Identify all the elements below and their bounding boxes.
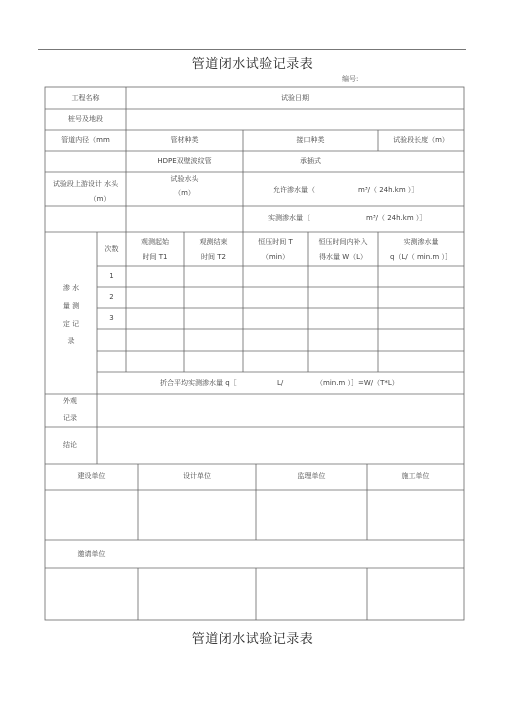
label-design-head: 试验段上游设计 水头 <box>52 180 119 188</box>
unit-measured-leakage: m³/（ 24h.km ）］ <box>366 214 427 222</box>
label-measured-leakage: 实测渗水量〔 <box>268 214 310 222</box>
label-design-unit: 设计单位 <box>183 472 211 480</box>
header-rate-2: q（L/（ min.m ）］ <box>390 253 452 261</box>
header-rate-1: 实测渗水量 <box>403 238 439 246</box>
serial-label: 编号: <box>342 75 359 83</box>
unit-allowed-leakage: m³/（ 24h.km ）］ <box>358 186 419 194</box>
header-end-time-2: 时间 T2 <box>201 253 226 261</box>
measure-side-label-2: 量 测 <box>62 302 80 310</box>
measure-side-label-4: 录 <box>67 337 75 345</box>
header-end-time-1: 观测结束 <box>199 238 228 246</box>
label-appearance-2: 记录 <box>63 414 77 422</box>
label-invited-unit: 邀请单位 <box>77 550 106 558</box>
header-start-time-1: 观测起始 <box>141 238 169 246</box>
footer-title: 管道闭水试验记录表 <box>191 632 314 647</box>
label-allowed-leakage: 允许渗水量（ <box>273 186 315 194</box>
measure-side-label-1: 渗 水 <box>62 284 80 292</box>
label-pipe-diameter: 管道内径（mm <box>61 136 110 144</box>
label-build-unit: 建设单位 <box>77 472 106 480</box>
label-test-date: 试验日期 <box>281 94 309 102</box>
label-supervise-unit: 监理单位 <box>297 472 326 480</box>
header-duration-2: （min） <box>261 253 290 261</box>
row-number-1: 1 <box>109 272 114 280</box>
label-test-head-unit: （m） <box>174 189 195 197</box>
label-joint-type: 接口种类 <box>296 136 325 144</box>
label-project-name: 工程名称 <box>71 94 100 102</box>
formula-part-c: （min.m ）］=W/（T*L） <box>316 379 399 387</box>
label-construct-unit: 施工单位 <box>401 472 430 480</box>
row-number-2: 2 <box>109 293 114 301</box>
label-design-head-unit: （m） <box>89 195 111 203</box>
page-title: 管道闭水试验记录表 <box>191 57 314 72</box>
header-water-2: 得水量 W（L） <box>318 253 368 261</box>
formula-part-a: 折合平均实测渗水量 q［ <box>160 379 237 387</box>
header-count: 次数 <box>104 245 119 253</box>
value-pipe-material: HDPE双壁波纹管 <box>157 157 212 165</box>
label-test-head: 试验水头 <box>170 175 199 183</box>
header-water-1: 恒压时间内补入 <box>318 238 368 246</box>
measure-side-label-3: 定 记 <box>62 320 80 328</box>
value-joint-type: 承插式 <box>300 157 321 165</box>
header-start-time-2: 时间 T1 <box>142 253 168 261</box>
row-number-3: 3 <box>109 314 114 322</box>
label-test-length: 试验段长度（m） <box>393 136 449 144</box>
label-appearance-1: 外观 <box>63 397 77 405</box>
label-section: 桩号及地段 <box>68 115 103 123</box>
label-conclusion: 结论 <box>63 441 77 449</box>
formula-part-b: L/ <box>277 379 284 387</box>
header-duration-1: 恒压时间 T <box>258 238 293 246</box>
label-pipe-material: 管材种类 <box>170 136 199 144</box>
